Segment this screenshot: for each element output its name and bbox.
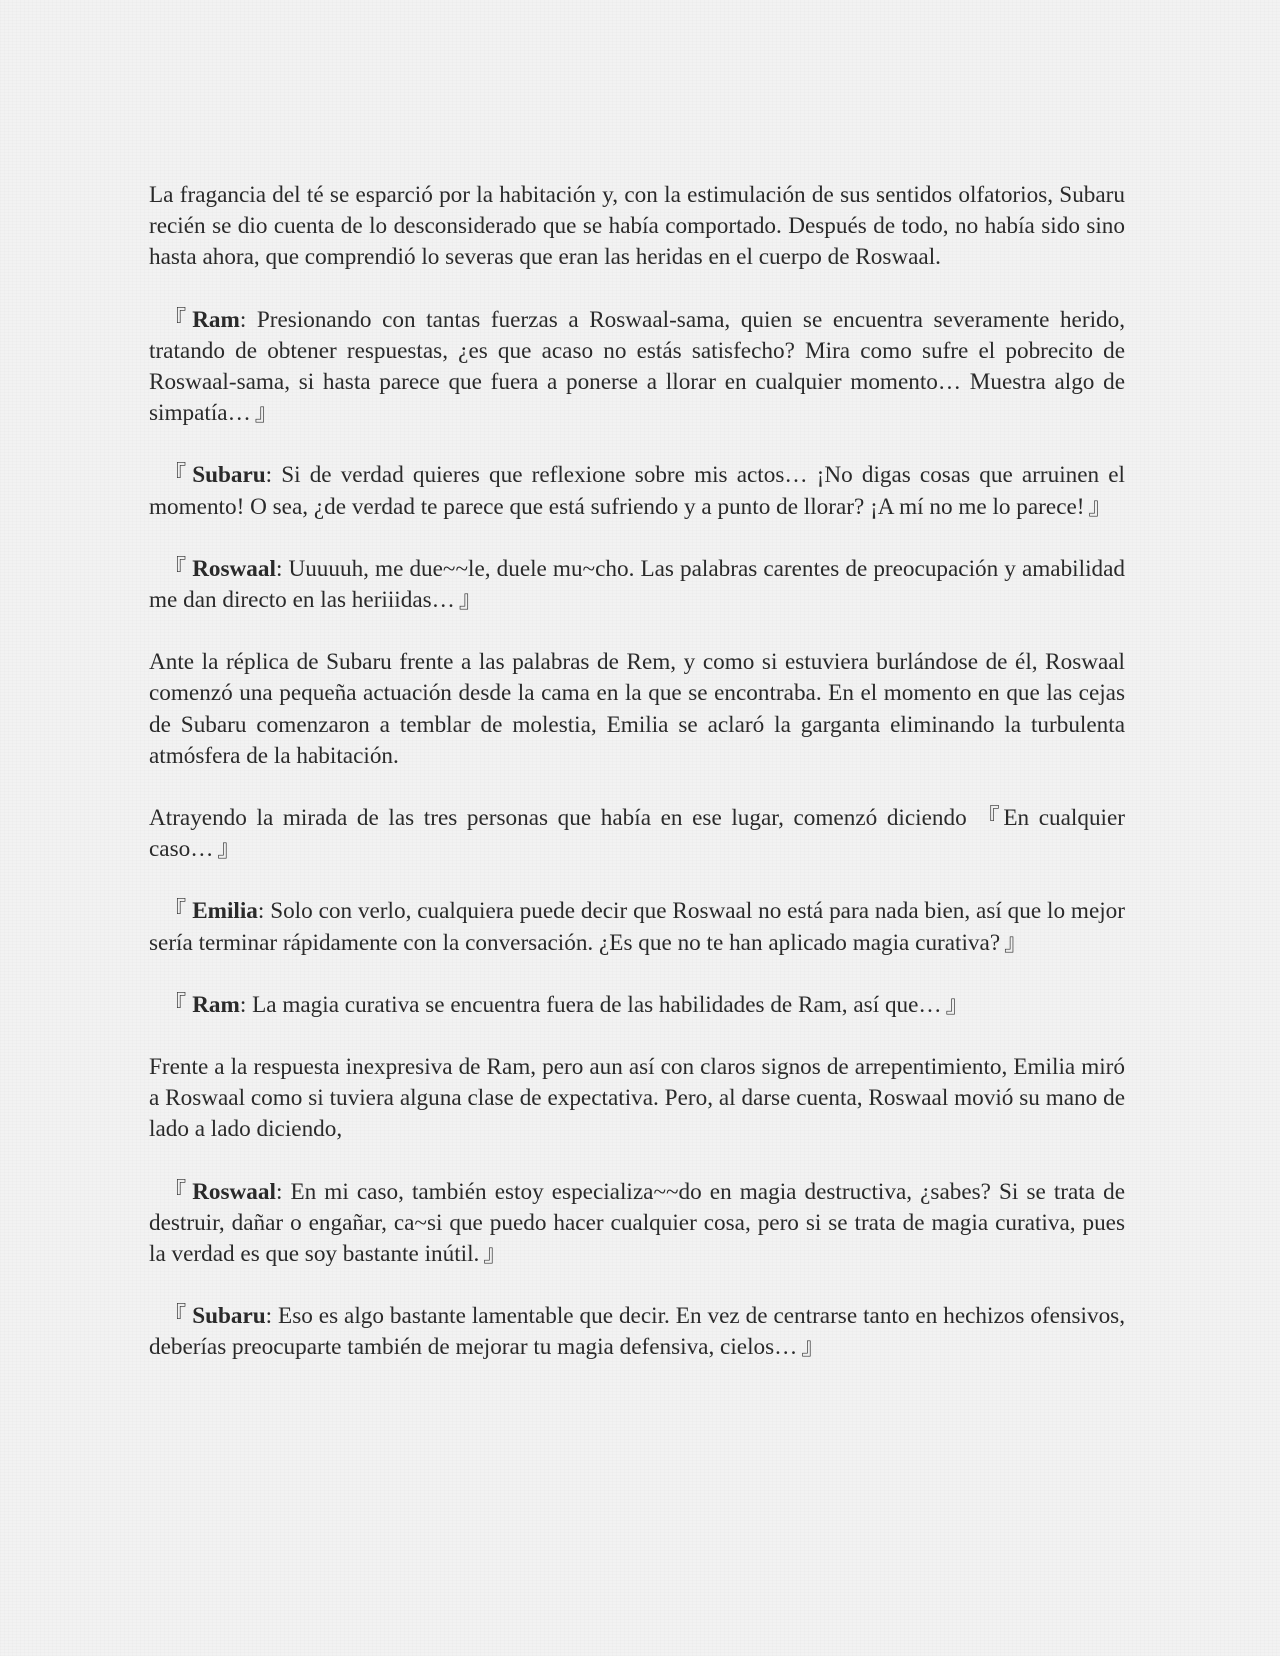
dialogue-paragraph [149, 305, 1125, 430]
dialogue-text: : Uuuuuh, me due~~le, duele mu~cho. Las palabras carentes de preocupación y amabilidad me dan directo en las heriiidas… [149, 555, 1125, 614]
dialogue-paragraph [149, 554, 1125, 616]
open-quote-mark: 『 [163, 991, 187, 1018]
open-quote-mark: 『 [976, 805, 1004, 832]
dialogue-paragraph [149, 1177, 1125, 1271]
open-quote-mark: 『 [163, 898, 187, 925]
narration-paragraph [149, 647, 1125, 772]
close-quote-mark: 』 [801, 1334, 825, 1361]
narration-text: Ante la réplica de Subaru frente a las palabras de Rem, y como si estuviera burlándose de él, Roswaal comenzó una pequeña actuación desde la cama en la que se encontraba. En el momento en que las cejas de Subaru comenzaron a temblar de molestia, Emilia se aclaró la garganta eliminando la turbulenta atmósfera de la habitación. [149, 649, 1125, 769]
speaker-name: Subaru [192, 462, 266, 489]
open-quote-mark: 『 [163, 1303, 187, 1330]
open-quote-mark: 『 [163, 1178, 187, 1205]
dialogue-text: : En mi caso, también estoy especializa~~do en magia destructiva, ¿sabes? Si se trata de destruir, dañar o engañar, ca~si que puedo hacer cualquier cosa, pero si se trata de magia curativa, pues la verdad es que soy bastante inútil. [149, 1178, 1125, 1268]
narration-paragraph [149, 803, 1125, 865]
open-quote-mark: 『 [163, 555, 187, 582]
dialogue-paragraph [149, 990, 1125, 1021]
speaker-name: Ram [192, 306, 240, 333]
open-quote-mark: 『 [163, 306, 187, 333]
dialogue-paragraph [149, 1301, 1125, 1363]
dialogue-text: : La magia curativa se encuentra fuera de las habilidades de Ram, así que… [239, 991, 942, 1018]
dialogue-text: : Presionando con tantas fuerzas a Roswaal-sama, quien se encuentra severamente herido, tratando de obtener respuestas, ¿es que acaso no estás satisfecho? Mira como sufre el pobrecito de Roswaal-sama, si hasta parece que fuera a ponerse a llorar en cualquier momento… Muestra algo de simpatía… [149, 306, 1125, 427]
dialogue-text: : Eso es algo bastante lamentable que decir. En vez de centrarse tanto en hechizos ofensivos, deberías preocuparte también de mejorar tu magia defensiva, cielos… [149, 1303, 1125, 1361]
close-quote-mark: 』 [458, 587, 483, 614]
dialogue-paragraph [149, 896, 1125, 958]
narration-text: Frente a la respuesta inexpresiva de Ram, pero aun así con claros signos de arrepentimiento, Emilia miró a Roswaal como si tuviera alguna clase de expectativa. Pero, al darse cuenta, Roswaal movió su mano de lado a lado diciendo, [149, 1054, 1125, 1143]
narration-paragraph [149, 180, 1125, 274]
narration-paragraph [149, 1052, 1125, 1146]
open-quote-mark: 『 [163, 462, 187, 489]
narration-text: Atrayendo la mirada de las tres personas que había en ese lugar, comenzó diciendo [149, 805, 967, 832]
quoted-text: En cualquier caso… [149, 805, 1126, 863]
speaker-name: Roswaal [192, 1178, 276, 1205]
narration-text: La fragancia del té se esparció por la habitación y, con la estimulación de sus sentidos olfatorios, Subaru recién se dio cuenta de lo desconsiderado que se había comportado. Después de todo, no había sido sino hasta ahora, que comprendió lo severas que eran las heridas en el cuerpo de Roswaal. [149, 182, 1125, 271]
speaker-name: Emilia [192, 898, 258, 925]
close-quote-mark: 』 [217, 836, 241, 863]
close-quote-mark: 』 [483, 1241, 507, 1268]
dialogue-text: : Si de verdad quieres que reflexione sobre mis actos… ¡No digas cosas que arruinen el momento! O sea, ¿de verdad te parece que está sufriendo y a punto de llorar? ¡A mí no me lo parece! [149, 462, 1125, 520]
close-quote-mark: 』 [254, 400, 278, 427]
dialogue-text: : Solo con verlo, cualquiera puede decir que Roswaal no está para nada bien, así que lo mejor sería terminar rápidamente con la conversación. ¿Es que no te han aplicado magia curativa? [149, 898, 1125, 956]
close-quote-mark: 』 [1088, 493, 1112, 520]
close-quote-mark: 』 [945, 991, 969, 1018]
speaker-name: Ram [192, 991, 240, 1018]
document-page [149, 180, 1125, 1395]
speaker-name: Roswaal [192, 555, 276, 582]
speaker-name: Subaru [192, 1303, 266, 1330]
dialogue-paragraph [149, 460, 1125, 522]
close-quote-mark: 』 [1004, 929, 1028, 956]
